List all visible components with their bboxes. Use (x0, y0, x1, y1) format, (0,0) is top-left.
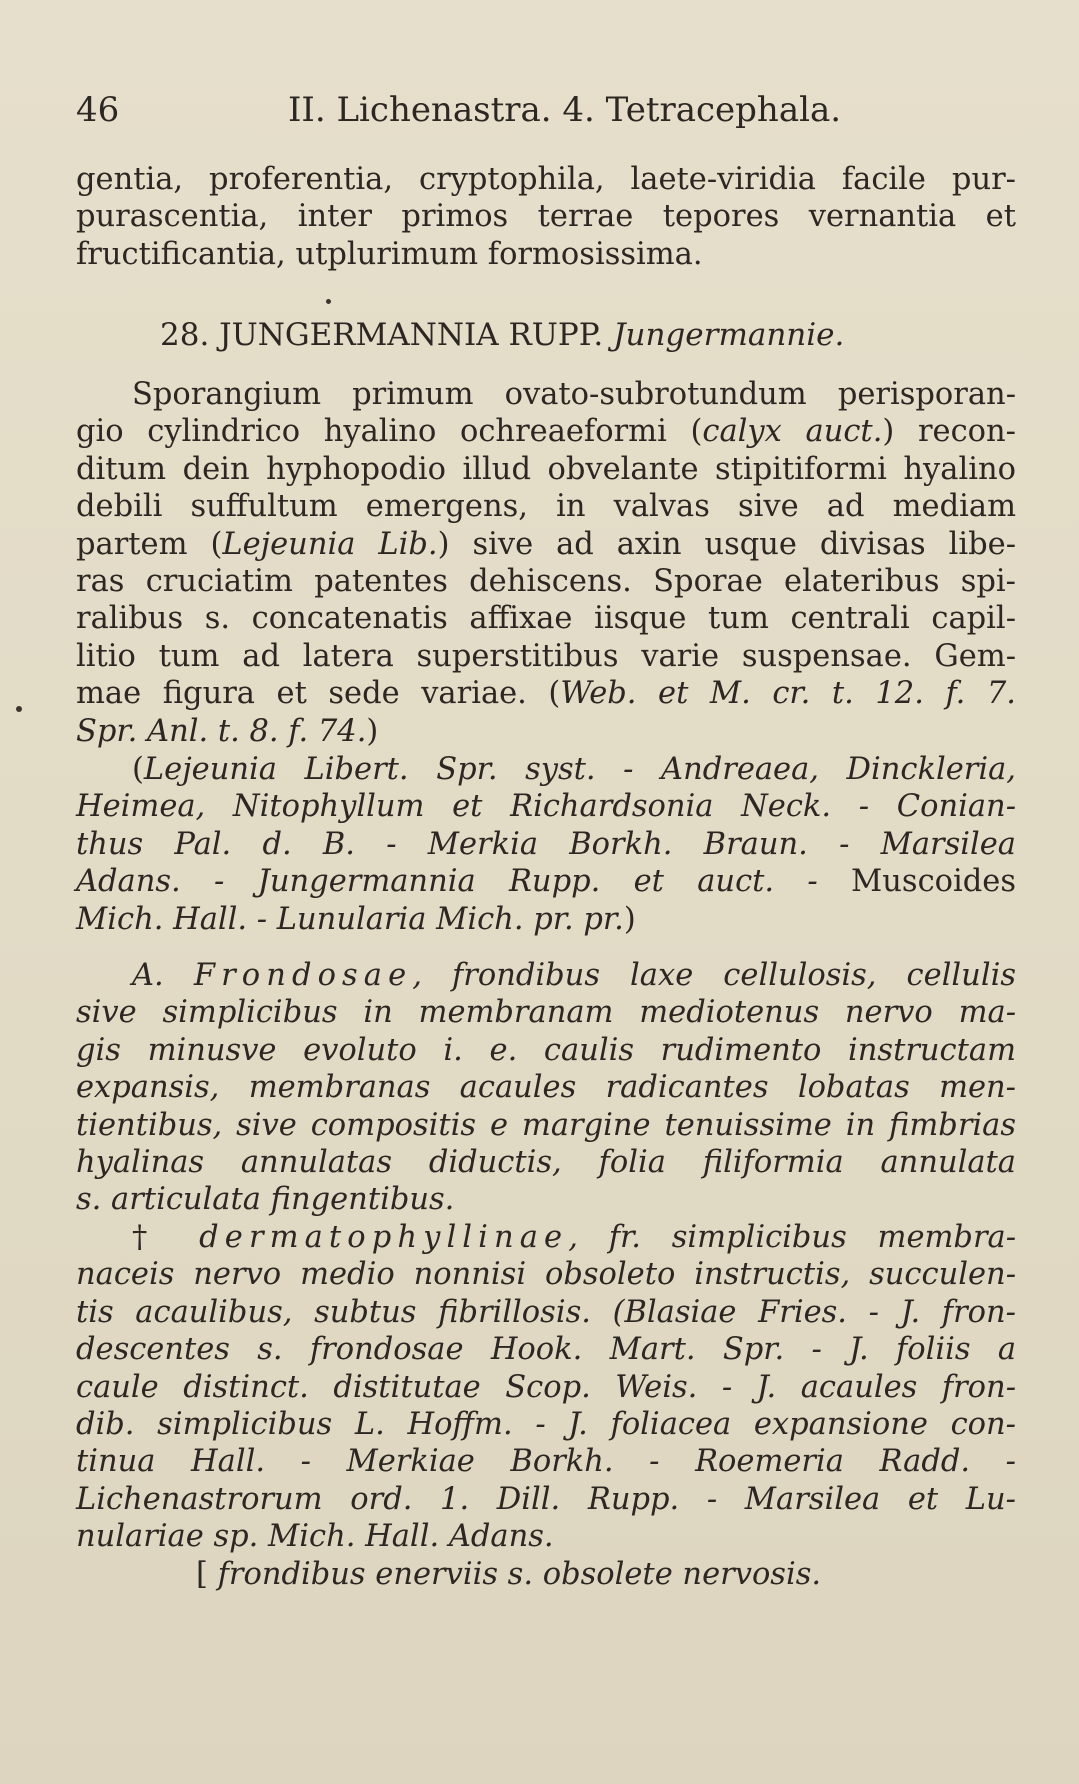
text-line: caule distinct. distitutae Scop. Weis. - J. acaules fron- (76, 1369, 1016, 1405)
text-line: fructificantia, utplurimum formosissima. (76, 236, 703, 272)
page-number: 46 (76, 90, 120, 130)
text-line: Sporangium primum ovato-subrotundum perisporan- (132, 377, 1016, 412)
text-line: mae figura et sede variae. (Web. et M. cr. t. 12. f. 7. (76, 676, 1017, 712)
text-line: gis minusve evoluto i. e. caulis rudimento instructam (76, 1032, 1016, 1068)
text-line: partem (Lejeunia Lib.) sive ad axin usque divisas libe- (76, 526, 1016, 562)
text-line: A. Frondosae, frondibus laxe cellulosis, cellulis (132, 958, 1016, 993)
text-line: Heimea, Nitophyllum et Richardsonia Neck. - Conian- (76, 789, 1016, 825)
ink-speck (16, 706, 22, 712)
text-line: naceis nervo medio nonnisi obsoleto instructis, succulen- (76, 1257, 1016, 1293)
ink-speck (326, 299, 331, 304)
section-vernacular: Jungermannie. (613, 317, 845, 353)
text-line: gentia, proferentia, cryptophila, laete-viridia facile pur- (76, 162, 1016, 197)
intro-paragraph (76, 161, 1016, 273)
text-line: tis acaulibus, subtus fibrillosis. (Blasiae Fries. - J. fron- (76, 1294, 1016, 1330)
synonyms-paragraph (76, 751, 1016, 938)
text-line: dib. simplicibus L. Hoffm. - J. foliacea expansione con- (76, 1407, 1016, 1443)
group-a-frondosae (76, 957, 1016, 1219)
genus-description (76, 376, 1016, 750)
text-line: ras cruciatim patentes dehiscens. Sporae elateribus spi- (76, 564, 1016, 600)
text-line: [ frondibus enerviis s. obsolete nervosis. (196, 1557, 822, 1592)
text-line: Mich. Hall. - Lunularia Mich. pr. pr.) (76, 901, 636, 937)
text-line: Lichenastrorum ord. 1. Dill. Rupp. - Marsilea et Lu- (76, 1481, 1016, 1517)
section-number: 28. (160, 317, 210, 353)
text-line: debili suffultum emergens, in valvas sive ad mediam (76, 489, 1016, 525)
subgroup-heading (196, 1556, 996, 1593)
text-line: hyalinas annulatas diductis, folia filiformia annulata (76, 1145, 1016, 1181)
text-line: † dermatophyllinae, fr. simplicibus membra- (132, 1220, 1017, 1255)
text-line: gio cylindrico hyalino ochreaeformi (calyx auct.) recon- (76, 414, 1016, 450)
text-line: nulariae sp. Mich. Hall. Adans. (76, 1519, 554, 1555)
text-line: purascentia, inter primos terrae tepores vernantia et (76, 199, 1016, 235)
text-line: litio tum ad latera superstitibus varie suspensae. Gem- (76, 638, 1016, 674)
text-line: ditum dein hyphopodio illud obvelante stipitiformi hyalino (76, 451, 1016, 487)
text-line: expansis, membranas acaules radicantes lobatas men- (76, 1070, 1016, 1106)
text-line: s. articulata fingentibus. (76, 1182, 455, 1218)
text-line: thus Pal. d. B. - Merkia Borkh. Braun. - Marsilea (76, 826, 1016, 862)
text-line: tinua Hall. - Merkiae Borkh. - Roemeria Radd. - (76, 1444, 1016, 1480)
text-line: tientibus, sive compositis e margine tenuissime in fimbrias (76, 1107, 1016, 1143)
text-line: Spr. Anl. t. 8. f. 74.) (76, 713, 379, 749)
text-line: ralibus s. concatenatis affixae iisque tum centrali capil- (76, 601, 1016, 637)
text-line: Adans. - Jungermannia Rupp. et auct. - Muscoides (76, 864, 1016, 900)
running-title: II. Lichenastra. 4. Tetracephala. (288, 90, 842, 130)
text-line: (Lejeunia Libert. Spr. syst. - Andreaea, Dinckleria, (132, 752, 1016, 787)
text-line: sive simplicibus in membranam mediotenus nervo ma- (76, 995, 1016, 1031)
section-heading (160, 312, 960, 358)
running-header (76, 86, 1016, 134)
text-line: descentes s. frondosae Hook. Mart. Spr. - J. foliis a (76, 1332, 1016, 1368)
group-dermatophyllinae (76, 1219, 1016, 1556)
section-title: JUNGERMANNIA RUPP. (219, 317, 604, 353)
